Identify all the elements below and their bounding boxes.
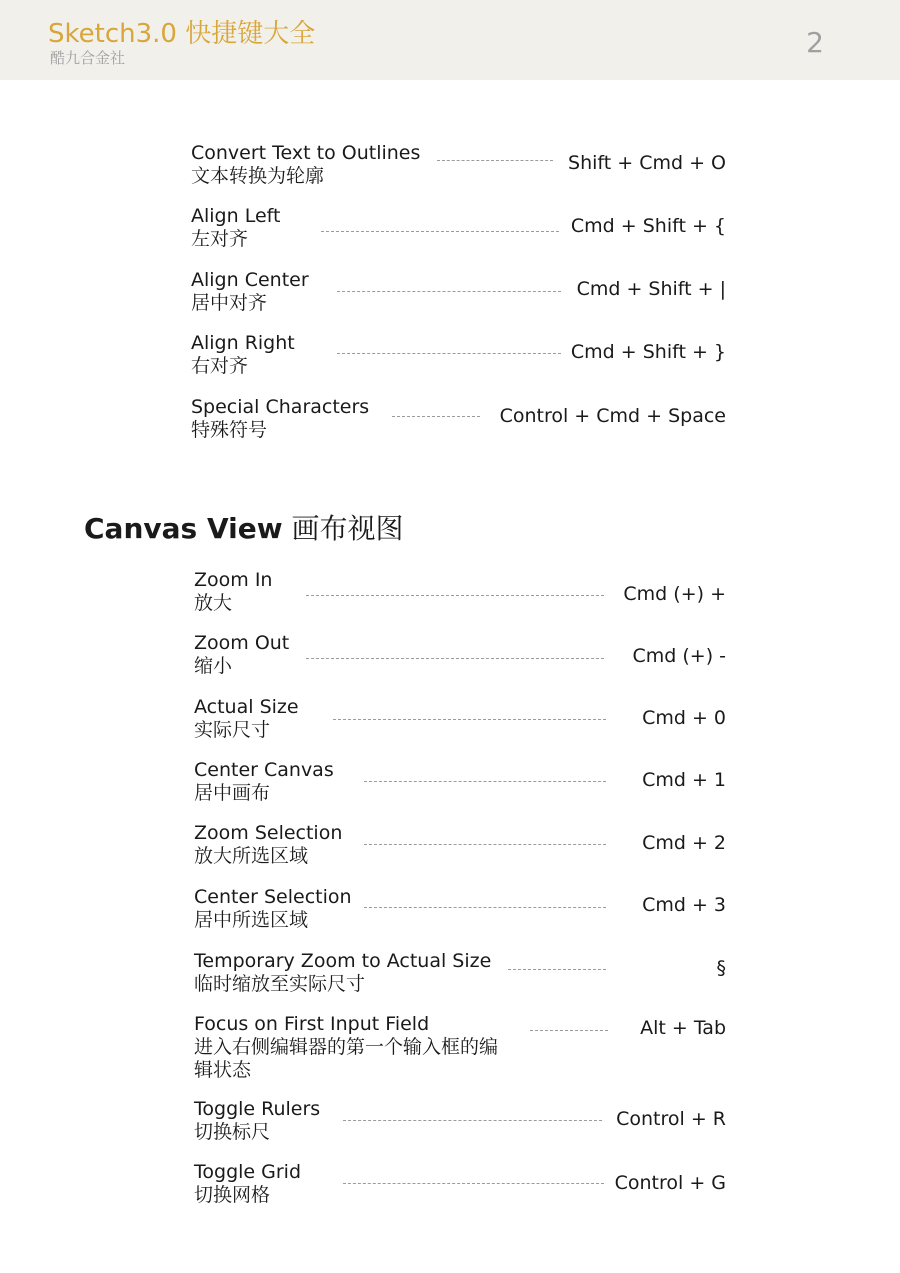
section-title-en: Canvas View [84,512,283,545]
shortcut-row [194,886,726,936]
leader-line [337,353,561,354]
shortcut-keys: Cmd (+) + [623,583,726,605]
page-header [0,0,900,80]
shortcut-keys: Shift + Cmd + O [568,152,726,174]
shortcut-keys: Cmd + 1 [642,769,726,791]
shortcut-name-en: Actual Size [194,696,299,718]
shortcut-keys: Cmd + 3 [642,894,726,916]
shortcut-row [194,696,726,746]
shortcut-row [191,142,726,192]
section-title-zh: 画布视图 [291,512,404,545]
shortcut-keys: Control + R [616,1108,726,1130]
shortcut-name-zh: 进入右侧编辑器的第一个输入框的编辑状态 [194,1036,499,1081]
shortcut-keys: § [716,957,726,979]
shortcut-row [191,332,726,382]
shortcut-name-en: Center Selection [194,886,352,908]
leader-line [343,1183,604,1184]
shortcut-keys: Alt + Tab [640,1017,726,1039]
shortcut-name [191,142,420,188]
shortcut-row [194,822,726,872]
shortcut-keys: Cmd + 0 [642,707,726,729]
shortcut-row [191,396,726,446]
section-heading-canvas-view [84,510,404,548]
shortcut-name-en: Convert Text to Outlines [191,142,421,164]
shortcut-name-zh: 特殊符号 [191,419,268,441]
shortcut-name-zh: 放大所选区域 [194,845,309,867]
shortcut-name [194,950,491,996]
shortcut-name-en: Zoom In [194,569,273,591]
document-title: Sketch3.0 快捷键大全 [48,19,316,49]
leader-line [364,907,606,908]
shortcut-name-zh: 临时缩放至实际尺寸 [194,973,366,995]
shortcut-name-zh: 居中画布 [194,782,271,804]
shortcut-name-en: Zoom Out [194,632,290,654]
shortcut-name-en: Align Center [191,269,309,291]
shortcut-keys: Cmd (+) - [632,645,726,667]
shortcut-name-en: Align Left [191,205,281,227]
shortcut-name-en: Align Right [191,332,295,354]
leader-line [333,719,606,720]
shortcut-name-en: Center Canvas [194,759,334,781]
shortcut-keys: Cmd + 2 [642,832,726,854]
shortcut-name-en: Temporary Zoom to Actual Size [194,950,492,972]
shortcut-row [191,205,726,255]
shortcut-name [194,569,272,615]
shortcut-name [194,632,289,678]
shortcut-name-en: Toggle Rulers [194,1098,321,1120]
shortcut-row [191,269,726,319]
leader-line [530,1030,608,1031]
shortcut-name-en: Special Characters [191,396,370,418]
shortcut-name-zh: 实际尺寸 [194,719,271,741]
leader-line [508,969,606,970]
shortcut-keys: Control + G [614,1172,726,1194]
shortcut-name-zh: 居中对齐 [191,292,268,314]
leader-line [364,844,606,845]
shortcut-name [191,332,295,378]
shortcut-name-zh: 左对齐 [191,228,249,250]
shortcut-name-en: Toggle Grid [194,1161,302,1183]
shortcut-name-zh: 右对齐 [191,355,249,377]
shortcut-name [194,759,334,805]
shortcut-name-zh: 切换网格 [194,1184,271,1206]
leader-line [306,595,604,596]
publisher-name: 酷九合金社 [50,49,126,67]
shortcut-row [194,1098,726,1148]
shortcut-name-zh: 切换标尺 [194,1121,271,1143]
shortcut-row [194,950,726,1000]
leader-line [364,781,606,782]
shortcut-name-zh: 放大 [194,592,233,614]
shortcut-row [194,632,726,682]
shortcut-name-zh: 居中所选区域 [194,909,309,931]
leader-line [392,416,480,417]
leader-line [343,1120,602,1121]
shortcut-name [194,1098,320,1144]
shortcut-keys: Cmd + Shift + | [576,278,726,300]
shortcut-keys: Control + Cmd + Space [499,405,726,427]
page-number: 2 [806,26,824,59]
shortcut-name-zh: 缩小 [194,655,233,677]
leader-line [437,160,553,161]
shortcut-name [194,696,299,742]
shortcut-row [194,759,726,809]
shortcut-name [191,269,309,315]
shortcut-name-zh: 文本转换为轮廓 [191,165,325,187]
shortcut-row [194,1161,726,1211]
shortcut-name-en: Zoom Selection [194,822,343,844]
shortcut-name [191,396,369,442]
shortcut-name [191,205,280,251]
leader-line [306,658,604,659]
shortcut-name [194,886,352,932]
leader-line [337,291,561,292]
shortcut-keys: Cmd + Shift + } [570,341,726,363]
shortcut-row [194,1013,726,1083]
shortcut-name [194,822,342,868]
shortcut-row [194,569,726,619]
shortcut-name-en: Focus on First Input Field [194,1013,430,1035]
shortcut-name [194,1013,514,1082]
shortcut-keys: Cmd + Shift + { [570,215,726,237]
shortcut-name [194,1161,301,1207]
leader-line [321,231,559,232]
